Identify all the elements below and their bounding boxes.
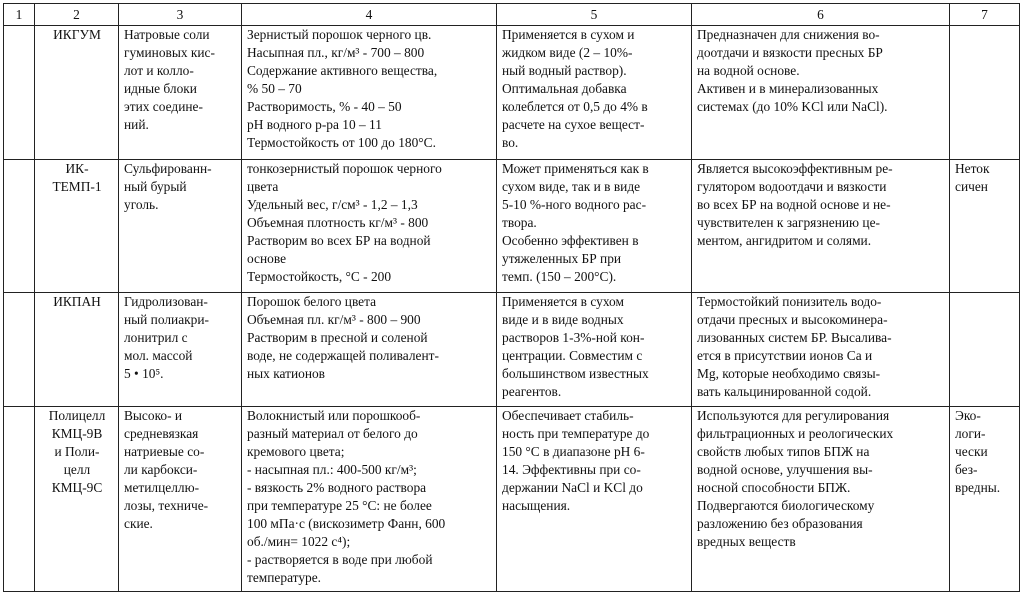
text-line: Термостойкий понизитель водо-	[697, 294, 882, 309]
text-line: вать кальцинированной содой.	[697, 384, 872, 399]
composition-cell	[119, 160, 242, 293]
properties-cell	[242, 26, 497, 160]
text-line: цвета	[247, 179, 279, 194]
text-line: ется в присутствии ионов Ca и	[697, 348, 873, 363]
text-line: метилцеллю-	[124, 480, 200, 495]
usage-cell	[497, 160, 692, 293]
text-line: ИКПАН	[53, 294, 101, 309]
text-line: лозы, техниче-	[124, 498, 209, 513]
text-line: разложению без образования	[697, 516, 863, 531]
text-line: температуре.	[247, 570, 322, 585]
header-cell-6: 6	[692, 4, 950, 26]
text-line: держании NaCl и KCl до	[502, 480, 643, 495]
text-line: отдачи пресных и высокоминера-	[697, 312, 888, 327]
text-line: Объемная плотность кг/м³ - 800	[247, 215, 429, 230]
table-row	[4, 26, 1020, 160]
text-line: Предназначен для снижения во-	[697, 27, 880, 42]
text-line: 5 • 10⁵.	[124, 366, 164, 381]
text-line: - вязкость 2% водного раствора	[247, 480, 427, 495]
table-row	[4, 407, 1020, 592]
text-line: Высоко- и	[124, 408, 183, 423]
note-cell	[950, 407, 1020, 592]
text-line: лот и колло-	[124, 63, 194, 78]
text-line: темп. (150 – 200°С).	[502, 269, 617, 284]
text-line: носной способности БПЖ.	[697, 480, 851, 495]
text-line: вредны.	[955, 480, 1001, 495]
text-line: сичен	[955, 179, 988, 194]
purpose-cell	[692, 160, 950, 293]
text-line: Сульфированн-	[124, 161, 212, 176]
text-line: pH водного р-ра 10 – 11	[247, 117, 382, 132]
text-line: системах (до 10% KCl или NaCl).	[697, 99, 888, 114]
table-row	[4, 160, 1020, 293]
text-line: % 50 – 70	[247, 81, 302, 96]
text-line: Эко-	[955, 408, 981, 423]
text-line: чувствителен к загрязнению це-	[697, 215, 880, 230]
text-line: Зернистый порошок черного цв.	[247, 27, 432, 42]
row-number-cell	[4, 407, 35, 592]
purpose-cell	[692, 26, 950, 160]
text-line: логи-	[955, 426, 986, 441]
text-line: водной основе, улучшения вы-	[697, 462, 873, 477]
text-line: КМЦ-9В	[51, 426, 103, 441]
text-line: мол. массой	[124, 348, 193, 363]
text-line: реагентов.	[502, 384, 562, 399]
text-line: Применяется в сухом	[502, 294, 624, 309]
text-line: и Поли-	[54, 444, 100, 459]
header-cell-2: 2	[35, 4, 119, 26]
text-line: во всех БР на водной основе и не-	[697, 197, 891, 212]
text-line: ный водный раствор).	[502, 63, 627, 78]
usage-cell	[497, 293, 692, 407]
text-line: ИК-	[65, 161, 89, 176]
row-number-cell	[4, 293, 35, 407]
table-row	[4, 293, 1020, 407]
usage-cell	[497, 26, 692, 160]
text-line: ных катионов	[247, 366, 326, 381]
text-line: твора.	[502, 215, 537, 230]
text-line: Оптимальная добавка	[502, 81, 627, 96]
text-line: Термостойкость, °С - 200	[247, 269, 392, 284]
text-line: лонитрил с	[124, 330, 188, 345]
text-line: уголь.	[124, 197, 159, 212]
header-cell-4: 4	[242, 4, 497, 26]
text-line: Активен и в минерализованных	[697, 81, 879, 96]
text-line: Порошок белого цвета	[247, 294, 377, 309]
text-line: насыщения.	[502, 498, 571, 513]
text-line: Объемная пл. кг/м³ - 800 – 900	[247, 312, 421, 327]
note-cell	[950, 26, 1020, 160]
text-line: этих соедине-	[124, 99, 203, 114]
text-line: Применяется в сухом и	[502, 27, 635, 42]
text-line: во.	[502, 135, 519, 150]
text-line: натриевые со-	[124, 444, 205, 459]
text-line: идные блоки	[124, 81, 197, 96]
note-cell	[950, 293, 1020, 407]
text-line: виде и в виде водных	[502, 312, 624, 327]
reagents-table	[3, 3, 1020, 592]
text-line: Подвергаются биологическому	[697, 498, 875, 513]
reagent-name-cell	[35, 407, 119, 592]
text-line: фильтрационных и реологических	[697, 426, 894, 441]
composition-cell	[119, 407, 242, 592]
header-row	[4, 4, 1020, 26]
text-line: на водной основе.	[697, 63, 800, 78]
text-line: целл	[63, 462, 91, 477]
text-line: 100 мПа·с (вискозиметр Фанн, 600	[247, 516, 446, 531]
text-line: Может применяться как в	[502, 161, 649, 176]
text-line: доотдачи и вязкости пресных БР	[697, 45, 883, 60]
text-line: ли карбокси-	[124, 462, 198, 477]
text-line: свойств любых типов БПЖ на	[697, 444, 870, 459]
text-line: 5-10 %-ного водного рас-	[502, 197, 647, 212]
usage-cell	[497, 407, 692, 592]
text-line: КМЦ-9С	[51, 480, 103, 495]
text-line: ИКГУМ	[53, 27, 101, 42]
text-line: кремового цвета;	[247, 444, 345, 459]
text-line: Является высокоэффективным ре-	[697, 161, 893, 176]
text-line: Неток	[955, 161, 990, 176]
row-number-cell	[4, 26, 35, 160]
text-line: воде, не содержащей поливалент-	[247, 348, 439, 363]
text-line: ный бурый	[124, 179, 187, 194]
text-line: основе	[247, 251, 287, 266]
text-line: ность при температуре до	[502, 426, 650, 441]
text-line: разный материал от белого до	[247, 426, 418, 441]
composition-cell	[119, 293, 242, 407]
header-cell-1: 1	[4, 4, 35, 26]
text-line: ТЕМП-1	[52, 179, 102, 194]
text-line: Термостойкость от 100 до 180°С.	[247, 135, 436, 150]
text-line: Растворимость, % - 40 – 50	[247, 99, 402, 114]
text-line: Используются для регулирования	[697, 408, 890, 423]
text-line: колеблется от 0,5 до 4% в	[502, 99, 648, 114]
text-line: 14. Эффективны при со-	[502, 462, 641, 477]
text-line: расчете на сухое вещест-	[502, 117, 645, 132]
text-line: при температуре 25 °С: не более	[247, 498, 432, 513]
text-line: ские.	[124, 516, 153, 531]
text-line: гулятором водоотдачи и вязкости	[697, 179, 887, 194]
text-line: ный полиакри-	[124, 312, 209, 327]
text-line: сухом виде, так и в виде	[502, 179, 641, 194]
reagent-name-cell	[35, 160, 119, 293]
text-line: Натровые соли	[124, 27, 210, 42]
text-line: Mg, которые необходимо связы-	[697, 366, 881, 381]
text-line: жидком виде (2 – 10%-	[502, 45, 633, 60]
text-line: Обеспечивает стабиль-	[502, 408, 634, 423]
composition-cell	[119, 26, 242, 160]
text-line: чески	[955, 444, 988, 459]
text-line: Содержание активного вещества,	[247, 63, 438, 78]
text-line: Насыпная пл., кг/м³ - 700 – 800	[247, 45, 425, 60]
text-line: гуминовых кис-	[124, 45, 215, 60]
text-line: Удельный вес, г/см³ - 1,2 – 1,3	[247, 197, 418, 212]
text-line: растворов 1-3%-ной кон-	[502, 330, 645, 345]
text-line: Растворим в пресной и соленой	[247, 330, 428, 345]
text-line: центрации. Совместим с	[502, 348, 643, 363]
text-line: утяжеленных БР при	[502, 251, 622, 266]
purpose-cell	[692, 407, 950, 592]
text-line: 150 °С в диапазоне pH 6-	[502, 444, 645, 459]
text-line: Волокнистый или порошкооб-	[247, 408, 421, 423]
text-line: ний.	[124, 117, 149, 132]
reagent-name-cell	[35, 26, 119, 160]
properties-cell	[242, 160, 497, 293]
header-cell-7: 7	[950, 4, 1020, 26]
row-number-cell	[4, 160, 35, 293]
properties-cell	[242, 293, 497, 407]
text-line: без-	[955, 462, 978, 477]
purpose-cell	[692, 293, 950, 407]
properties-cell	[242, 407, 497, 592]
header-cell-3: 3	[119, 4, 242, 26]
text-line: Гидролизован-	[124, 294, 208, 309]
text-line: - насыпная пл.: 400-500 кг/м³;	[247, 462, 417, 477]
text-line: вредных веществ	[697, 534, 796, 549]
text-line: Особенно эффективен в	[502, 233, 639, 248]
text-line: Растворим во всех БР на водной	[247, 233, 431, 248]
header-cell-5: 5	[497, 4, 692, 26]
text-line: об./мин= 1022 с⁴);	[247, 534, 351, 549]
text-line: большинством известных	[502, 366, 649, 381]
text-line: лизованных систем БР. Высалива-	[697, 330, 892, 345]
text-line: Полицелл	[48, 408, 106, 423]
reagent-name-cell	[35, 293, 119, 407]
text-line: тонкозернистый порошок черного	[247, 161, 442, 176]
text-line: ментом, ангидритом и солями.	[697, 233, 872, 248]
text-line: - растворяется в воде при любой	[247, 552, 433, 567]
note-cell	[950, 160, 1020, 293]
text-line: средневязкая	[124, 426, 199, 441]
